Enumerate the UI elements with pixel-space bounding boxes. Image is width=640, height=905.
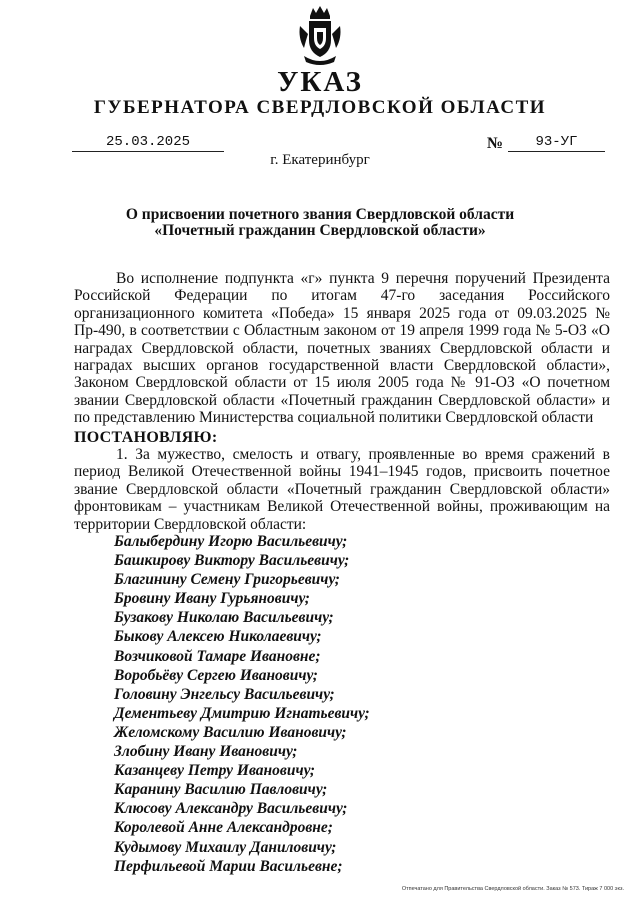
list-item: Бузакову Николаю Васильевичу; bbox=[114, 609, 334, 627]
preamble bbox=[74, 270, 610, 427]
list-item: Возчиковой Тамаре Ивановне; bbox=[114, 647, 321, 665]
list-item: Каранину Василию Павловичу; bbox=[114, 781, 328, 799]
document-heading-line2: «Почетный гражданин Свердловской области» bbox=[154, 222, 486, 239]
list-item: Кудымову Михаилу Даниловичу; bbox=[114, 838, 337, 856]
list-item: Королевой Анне Александровне; bbox=[114, 819, 333, 837]
list-item: Головину Энгельсу Васильевичу; bbox=[114, 685, 335, 703]
list-item: Желомскому Василию Ивановичу; bbox=[114, 723, 347, 741]
decree-item-1-text: 1. За мужество, смелость и отвагу, проявленные во время сражений в период Великой Отечественной войны 1941–1945 годов, присвоить почетное звание Свердловской области «Почетный гражданин Свердловской области» фронтовикам – участникам Великой Отечественной войны, проживающим на территории Свердловской области: bbox=[74, 446, 610, 533]
recipients-list bbox=[114, 532, 370, 876]
list-item: Перфильевой Марии Васильевне; bbox=[114, 857, 343, 875]
preamble-text: Во исполнение подпункта «г» пункта 9 перечня поручений Президента Российской Федерации по итогам 47-го заседания Российского организационного комитета «Победа» 15 января 2025 года от 09.03.2025 № Пр-490, в соответствии с Областным законом от 19 апреля 1999 года № 5-ОЗ «О наградах Свердловской области, почетных званиях Свердловской области и наградах высших органов государственной власти Свердловской области», Законом Свердловской области от 15 июля 2005 года № 91-ОЗ «О почетном звании Свердловской области «Почетный гражданин Свердловской области» и по представлению Министерства социальной политики Свердловской области bbox=[74, 270, 610, 427]
number-sign: № bbox=[487, 135, 504, 152]
list-item: Башкирову Виктору Васильевичу; bbox=[114, 552, 350, 570]
list-item: Благинину Семену Григорьевичу; bbox=[114, 571, 340, 589]
document-subtitle: ГУБЕРНАТОРА СВЕРДЛОВСКОЙ ОБЛАСТИ bbox=[93, 97, 547, 118]
decree-item-1 bbox=[74, 446, 610, 533]
list-item: Клюсову Александру Васильевичу; bbox=[114, 800, 348, 818]
list-item: Воробьёву Сергею Ивановичу; bbox=[114, 666, 318, 684]
print-footer: Отпечатано для Правительства Свердловской области. Заказ № 573. Тираж 7 000 экз. bbox=[401, 886, 624, 892]
list-item: Балыбердину Игорю Васильевичу; bbox=[114, 533, 348, 550]
coat-of-arms-icon bbox=[296, 4, 344, 68]
document-title: УКАЗ bbox=[277, 66, 363, 98]
list-item: Казанцеву Петру Ивановичу; bbox=[114, 762, 316, 780]
decree-word: ПОСТАНОВЛЯЮ: bbox=[74, 429, 218, 446]
list-item: Бровину Ивану Гурьяновичу; bbox=[114, 590, 310, 608]
list-item: Быкову Алексею Николаевичу; bbox=[114, 628, 322, 646]
list-item: Злобину Ивану Ивановичу; bbox=[114, 743, 298, 761]
document-city: г. Екатеринбург bbox=[270, 152, 370, 168]
document-heading-line1: О присвоении почетного звания Свердловской области bbox=[125, 206, 515, 223]
list-item: Дементьеву Дмитрию Игнатьевичу; bbox=[114, 704, 370, 722]
document-number: 93-УГ bbox=[508, 134, 605, 152]
document-date: 25.03.2025 bbox=[72, 134, 224, 152]
